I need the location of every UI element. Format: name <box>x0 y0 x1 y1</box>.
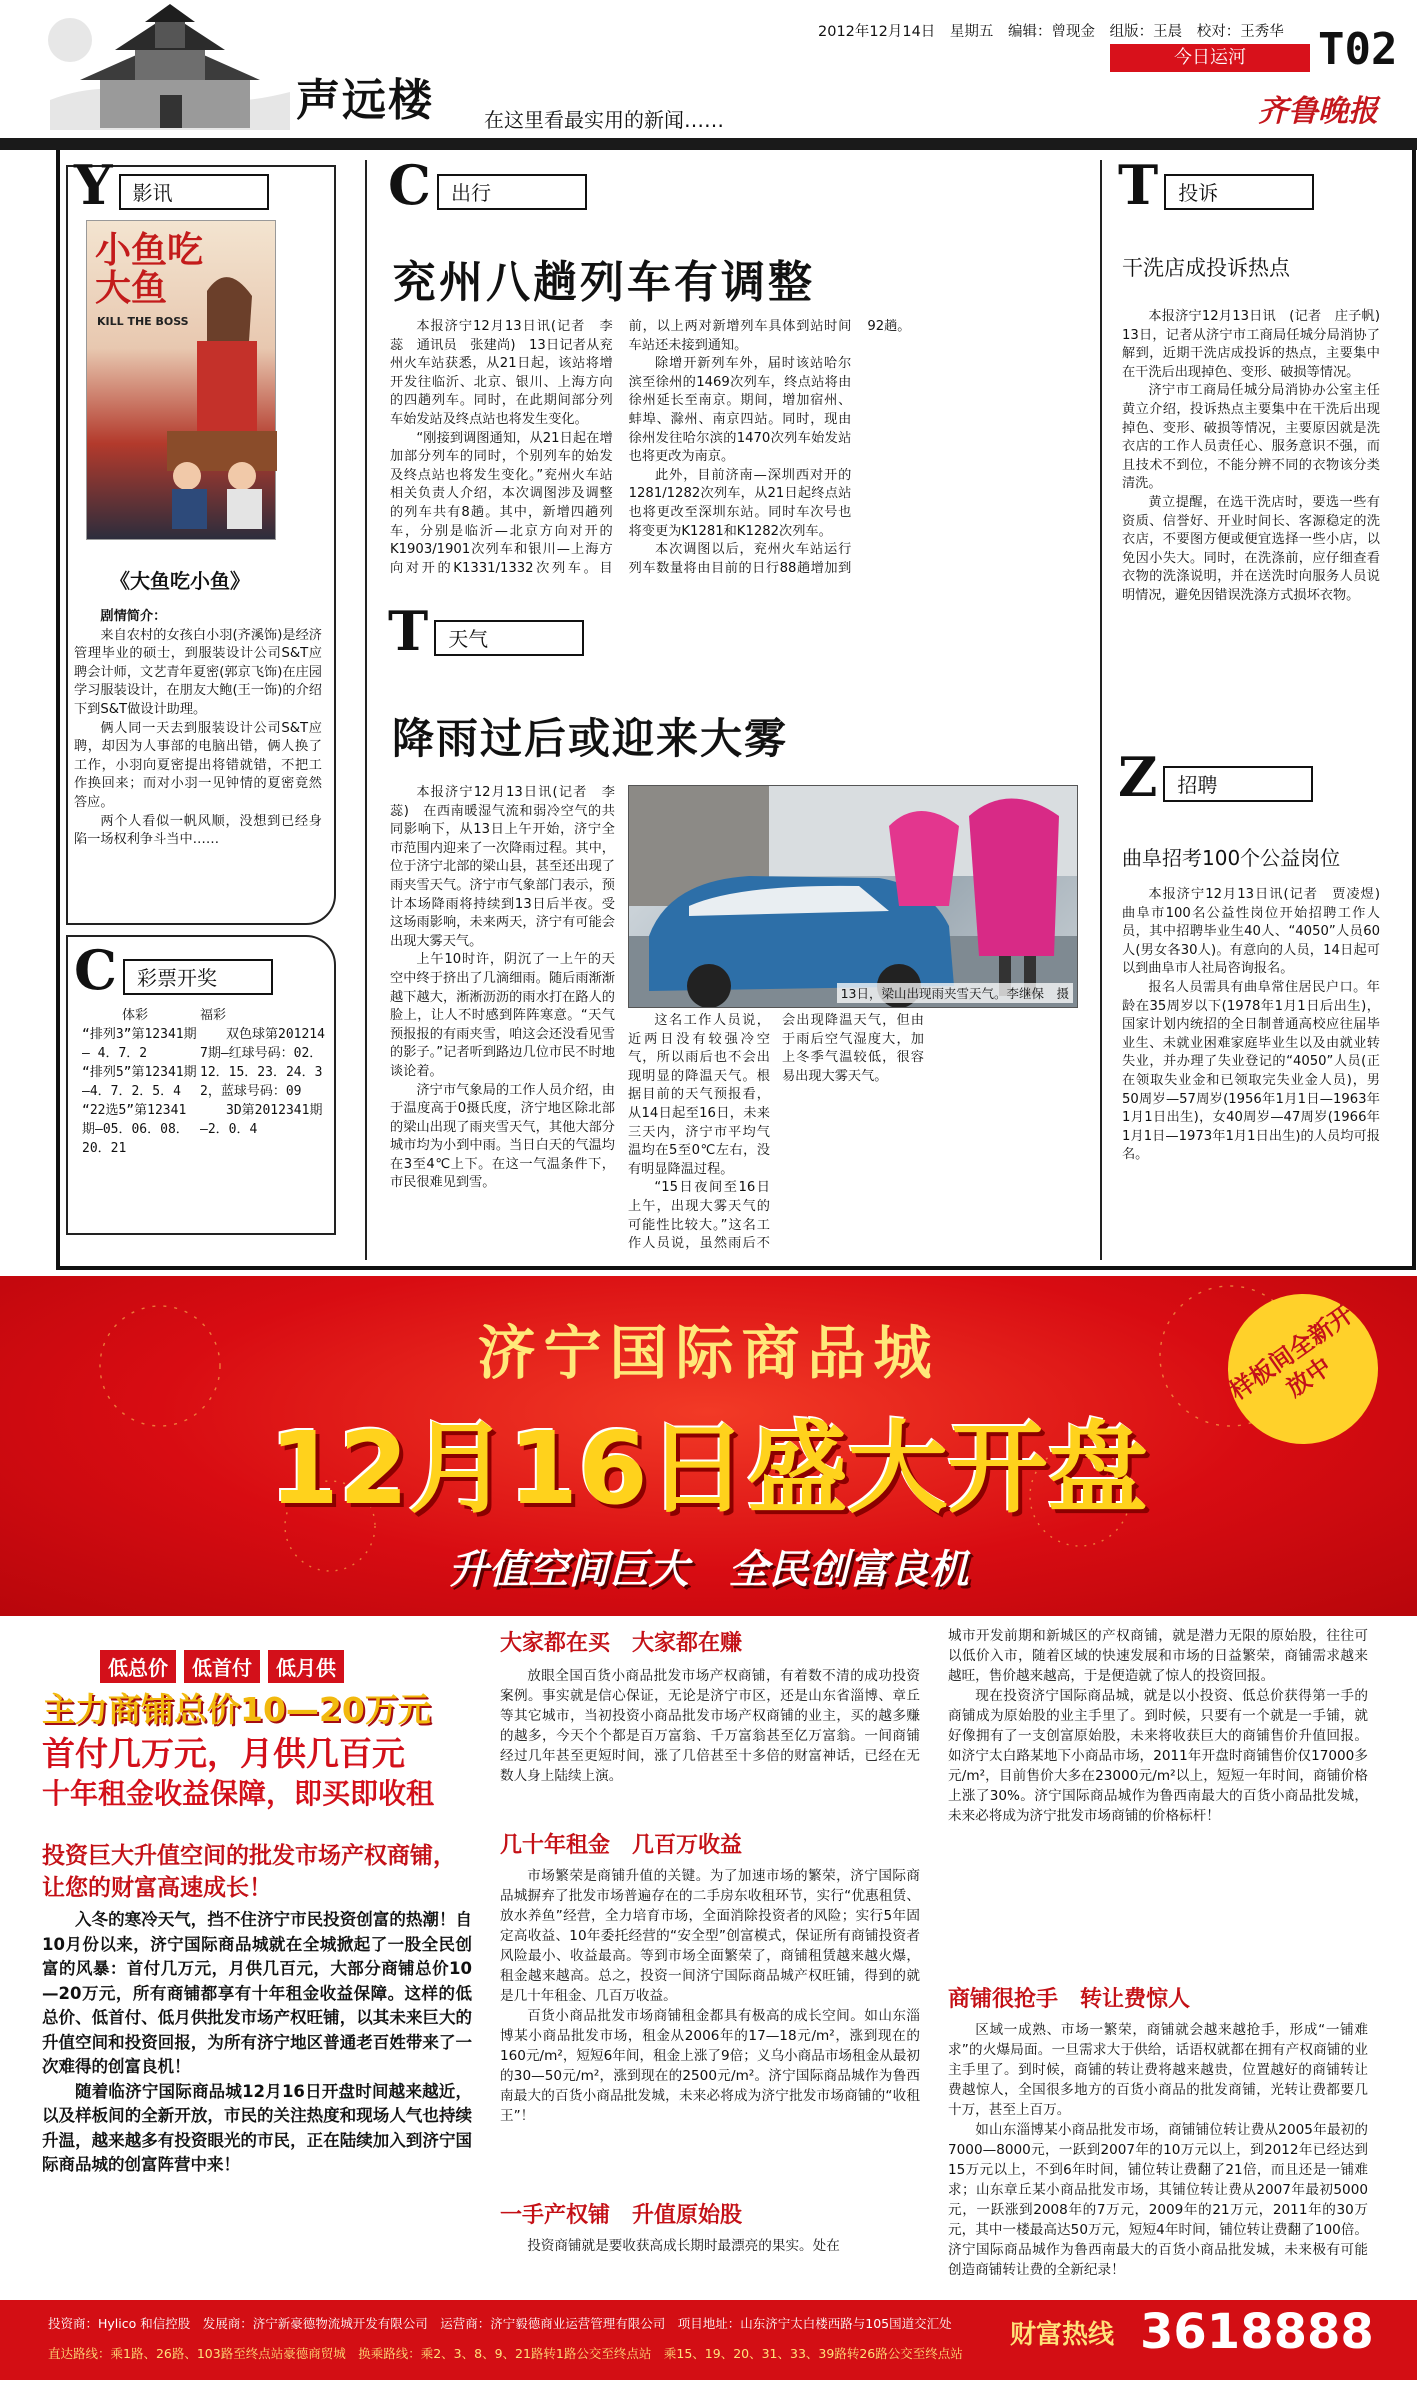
photo-caption: 13日，梁山出现雨夹雪天气。李继保 摄 <box>837 983 1073 1003</box>
hotline-number: 3618888 <box>1140 2304 1374 2360</box>
lottery-sports-head: 体彩 <box>122 1008 149 1023</box>
ad-title: 济宁国际商品城 <box>477 1319 940 1387</box>
ad-paragraph: 现在投资济宁国际商品城，就是以小投资、低总价获得第一手的商铺成为原始股的业主手里了。到时候，只要有一个就是一手铺，就好像拥有了一支创富原始股，未来将收获巨大的商铺售价升值回报。如济宁太白路某地下小商品市场，2011年开盘时商铺售价仅17000多元/m²，目前售价大多在23000元/m²以上，短短一年时间，商铺价格上涨了30%。济宁国际商品城作为鲁西南最大的百货小商品批发城，未来必将成为济宁批发市场商铺的价格标杆！ <box>948 1688 1368 1824</box>
meta-line <box>818 20 1294 41</box>
travel-section-letter: C <box>388 153 431 217</box>
ad-footer-info: 投资商：Hylico 和信控股 发展商：济宁新豪德物流城开发有限公司 运营商：济宁毅德商业运营管理有限公司 项目地址：山东济宁太白楼西路与105国道交汇处 <box>48 2316 952 2331</box>
weather-headline: 降雨过后或迎来大雾 <box>392 714 789 763</box>
weather-section-letter: T <box>388 599 429 663</box>
ad-promo-payment: 首付几万元，月供几百元 <box>42 1734 405 1773</box>
ad-tag: 低总价 <box>100 1650 176 1683</box>
ad-paragraph: 百货小商品批发市场商铺租金都具有极高的成长空间。如山东淄博某小商品批发市场，租金从2006年的17—18元/m²，涨到现在的160元/m²，短短6年间，租金上涨了9倍；义乌小商品市场租金从最初的30—50元/m²，涨到现在的2500元/m²。济宁国际商品城作为鲁西南最大的百货小商品批发城，未来必将成为济宁批发市场商铺的“收租王”！ <box>500 2008 920 2124</box>
ad-col3-body <box>948 1626 1368 1826</box>
column-rule <box>365 160 367 1260</box>
lottery-welfare-column <box>200 1006 325 1139</box>
ad-col3-body <box>948 2020 1368 2280</box>
complaint-paragraph: 黄立提醒，在选干洗店时，要选一些有资质、信誉好、开业时间长、客源稳定的洗衣店，不要图方便或便宜选择一些小店，以免因小失大。同时，在洗涤前，应仔细查看衣物的洗涤说明，并在送洗时向服务人员说明情况，避免因错误洗涤方式损坏衣物。 <box>1122 494 1380 603</box>
hotline-label: 财富热线 <box>1010 2320 1115 2350</box>
ad-tag: 低月供 <box>268 1650 344 1683</box>
ad-paragraph: 如山东淄博某小商品批发市场，商铺铺位转让费从2005年最初的7000—8000元，一跃到2007年的10万元以上，到2012年已经达到15万元以上，不到6年时间，铺位转让费翻了21倍，而且还是一铺难求；山东章丘某小商品批发市场，其铺位转让费从2007年最初5000元，一跃涨到2008年的7万元，2009年的21万元，2011年的30万元，其中一楼最高达50万元，短短4年时间，铺位转让费翻了100倍。济宁国际商品城作为鲁西南最大的百货小商品批发城，未来极有可能创造商铺转让费的全新纪录！ <box>948 2122 1368 2278</box>
travel-paragraph: 本报济宁12月13日讯(记者 李蕊 通讯员 张建尚) 13日记者从兖州火车站获悉，从21日起，该站将增开发往临沂、北京、银川、上海方向的四趟列车。同时，在此期间部分列车始发站及终点站也将发生变化。 <box>390 319 613 427</box>
weather-paragraph: 上午10时许，阴沉了一上午的天空中终于挤出了几滴细雨。随后雨渐渐越下越大，淅淅沥沥的雨水打在路人的脸上，让人不时感到阵阵寒意。“天气预报报的有雨夹雪，咱这会还没看见雪的影子。”记者听到路边几位市民不时地谈论着。 <box>390 952 615 1079</box>
travel-paragraph: 此外，目前济南—深圳西对开的1281/1282次列车，从21日起终点站也将更改至深圳东站。同时车次号也将变更为K1281和K1282次列车。 <box>628 467 852 539</box>
travel-body <box>390 318 1090 588</box>
travel-headline: 兖州八趟列车有调整 <box>392 257 815 308</box>
lottery-result: “22选5”第12341期—05．06．08．20．21 <box>82 1103 189 1156</box>
movie-title: 《大鱼吃小鱼》 <box>110 569 250 593</box>
weather-section-head <box>388 599 584 663</box>
ad-tag: 低首付 <box>184 1650 260 1683</box>
ad-paragraph: 市场繁荣是商铺升值的关键。为了加速市场的繁荣，济宁国际商品城摒弃了批发市场普遍存在的二手房东收租环节，实行“优惠租赁、放水养鱼”经营，全力培育市场，全面消除投资者的风险；实行5年固定高收益、10年委托经营的“安全型”创富模式，保证所有商铺投资者风险最小、收益最高。等到市场全面繁荣了，商铺租赁越来越火爆，租金越来越高。总之，投资一间济宁国际商品城产权旺铺，得到的就是几十年租金、几百万收益。 <box>500 1868 920 2004</box>
recruit-section-head <box>1118 745 1313 809</box>
ad-banner <box>0 1276 1417 1616</box>
column-rule <box>1100 160 1102 1260</box>
ad-paragraph: 投资商铺就是要收获高成长期时最漂亮的果实。处在 <box>527 2238 840 2254</box>
complaint-paragraph: 济宁市工商局任城分局消协办公室主任黄立介绍，投诉热点主要集中在干洗后出现掉色、变形、破损等情况，主要原因就是洗衣店的工作人员责任心、服务意识不强，而且技术不到位，不能分辨不同的衣物该分类清洗。 <box>1122 383 1380 492</box>
ad-col2-head: 一手产权铺 升值原始股 <box>500 2203 743 2228</box>
lottery-result: 双色球第2012147期—红球号码：02．12．15．23．24．32，蓝球号码：09 <box>200 1027 325 1099</box>
travel-paragraph: 本次调图以后，兖州火车站运行列车数量将由目前的日行88趟增加到92趟。 <box>628 319 911 576</box>
complaint-section-head <box>1118 153 1314 217</box>
ad-paragraph: 区域一成熟、市场一繁荣，商铺就会越来越抢手，形成“一铺难求”的火爆局面。一旦需求大于供给，话语权就都在拥有产权商铺的业主手里了。到时候，商铺的转让费将越来越贵，位置越好的商铺转让费越惊人，全国很多地方的百货小商品的批发商铺，光转让费都要几十万，甚至上百万。 <box>948 2022 1368 2118</box>
weather-section-label: 天气 <box>434 620 584 656</box>
showroom-badge: 样板间全新开放中 <box>1199 1265 1408 1474</box>
movie-poster <box>86 220 276 540</box>
weather-paragraph: “15日夜间至16日上午，出现大雾天气的可能性比较大。”这名工作人员说，虽然雨后不会出现降温天气，但由于雨后空气湿度大，加上冬季气温较低，很容易出现大雾天气。 <box>628 1013 924 1252</box>
ad-col2-body <box>500 1666 920 1786</box>
ad-footer <box>0 2300 1417 2380</box>
ad-slogan: 升值空间巨大 全民创富良机 <box>448 1547 969 1593</box>
lottery-sports-column <box>82 1006 197 1158</box>
complaint-paragraph: 本报济宁12月13日讯 (记者 庄子帆) 13日，记者从济宁市工商局任城分局消协了解到，近期干洗店成投诉的热点，主要集中在干洗后出现掉色、变形、破损等情况。 <box>1122 309 1394 380</box>
column-title: 声远楼 <box>296 75 434 126</box>
ad-lead-paragraph: 随着临济宁国际商品城12月16日开盘时间越来越近，以及样板间的全新开放，市民的关注热度和现场人气也持续升温，越来越多有投资眼光的市民，正在陆续加入到济宁国际商品城的创富阵营中来！ <box>42 2081 472 2174</box>
editor-credit: 编辑：曾现金 <box>1008 24 1096 40</box>
layout-credit: 组版：王晨 <box>1109 24 1183 40</box>
ad-body <box>0 1616 1417 2376</box>
ad-lead-body <box>42 1908 472 2178</box>
travel-section-label: 出行 <box>437 174 587 210</box>
lottery-result: 3D第2012341期—2．0．4 <box>200 1103 323 1137</box>
movie-paragraph: 俩人同一天去到服装设计公司S&T应聘，却因为人事部的电脑出错，俩人换了工作，小羽向夏密提出将错就错，不把工作换回来；而对小羽一见钟情的夏密竟然答应。 <box>74 720 322 810</box>
movie-intro <box>74 608 322 850</box>
paper-logo: 齐鲁晚报 <box>1258 94 1378 129</box>
weather-paragraph: 济宁市气象局的工作人员介绍，由于温度高于0摄氏度，济宁地区除北部的梁山出现了雨夹雪天气，其他大部分城市均为小到中雨。当日白天的气温均在3至4℃上下。在这一气温条件下，市民很难见到雪。 <box>390 1082 615 1191</box>
ad-col2-body <box>500 2236 920 2256</box>
weather-body-col1 <box>390 784 615 1258</box>
movie-paragraph: 两个人看似一帆风顺，没想到已经身陷一场权利争斗当中…… <box>74 813 322 848</box>
proof-credit: 校对：王秀华 <box>1196 24 1284 40</box>
weather-paragraph: 这名工作人员说，近两日没有较强冷空气，所以雨后也不会出现明显的降温天气。根据目前的天气预报看，从14日起至16日，未来三天内，济宁市平均气温均在5至0℃左右，没有明显降温过程。 <box>628 1013 770 1177</box>
ad-tags <box>100 1650 344 1683</box>
weather-paragraph: 本报济宁12月13日讯(记者 李蕊) 在西南暖湿气流和弱冷空气的共同影响下，从13日上午开始，济宁全市范围内迎来了一次降雨过程。其中，位于济宁北部的梁山县，甚至还出现了雨夹雪天气。济宁市气象部门表示，预计本场降雨将持续到13日后半夜。受这场雨影响，未来两天，济宁有可能会出现大雾天气。 <box>390 785 615 949</box>
top-rule <box>0 138 1417 150</box>
travel-paragraph: “刚接到调图通知，从21日起在增加部分列车的同时，个别列车的始发及终点站也将发生变化。”兖州火车站相关负责人介绍，本次调图涉及调整的列车共有8趟。其中，新增四趟列车，分别是临沂—北京方向对开的K1903/1901次列车和银川—上海方向对开的K1331/1332次列车。目前，以上两对新增列车具体到站时间车站还未接到通知。 <box>390 319 852 576</box>
movie-section-label: 影讯 <box>119 174 269 210</box>
recruit-body <box>1122 886 1394 1165</box>
tower-illustration-icon <box>40 0 300 130</box>
complaint-headline: 干洗店成投诉热点 <box>1122 256 1290 280</box>
lottery-result: “排列5”第12341期—4．7．2．5．4 <box>82 1065 197 1099</box>
ad-paragraph: 放眼全国百货小商品批发市场产权商铺，有着数不清的成功投资案例。事实就是信心保证，无论是济宁市区，还是山东省淄博、章丘等其它城市，当初投资小商品批发市场产权商铺的业主，买的越多赚的越多，今天个个都是百万富翁、千万富翁甚至亿万富翁。一间商铺经过几年甚至更短时间，涨了几倍甚至十多倍的财富神话，已经在无数人身上陆续上演。 <box>500 1668 920 1784</box>
travel-paragraph: 除增开新列车外，届时该站哈尔滨至徐州的1469次列车，终点站将由徐州延长至南京。期间，增加宿州、蚌埠、滁州、南京四站。同时，现由徐州发往哈尔滨的1470次列车始发站也将更改为南京。 <box>628 356 852 465</box>
movie-section-letter: Y <box>74 153 113 217</box>
travel-section-head <box>388 153 587 217</box>
rain-photo <box>628 785 1078 1008</box>
column-subtitle: 在这里看最实用的新闻…… <box>484 108 724 132</box>
ad-promo-price: 主力商铺总价10—20万元 <box>42 1690 431 1729</box>
weather-body-cont <box>628 1012 1078 1258</box>
lottery-section-letter: C <box>74 938 117 1002</box>
complaint-body <box>1122 308 1394 606</box>
rain-scene-icon <box>629 786 1078 1008</box>
masthead <box>0 0 1417 138</box>
recruit-headline: 曲阜招考100个公益岗位 <box>1122 846 1341 870</box>
movie-intro-label: 剧情简介： <box>100 609 167 624</box>
recruit-section-label: 招聘 <box>1163 766 1313 802</box>
poster-figures-icon <box>157 261 277 531</box>
lottery-section-head <box>74 938 273 1002</box>
recruit-paragraph: 报名人员需具有曲阜常住居民户口。年龄在35周岁以下(1978年1月1日后出生)，国家计划内统招的全日制普通高校应往届毕业生、未就业困难家庭毕业生以及由就业转失业，并办理了失业登记的“4050”人员(正在领取失业金和已领取完失业金人员)，男50周岁—57周岁(1956年1月1日—1963年1月1日出生)，女40周岁—47周岁(1966年1月1日—1973年1月1日出生)的人员均可报名。 <box>1122 979 1380 1163</box>
poster-title: 小鱼吃大鱼 <box>95 229 204 309</box>
ad-col2-head: 大家都在买 大家都在赚 <box>500 1631 743 1656</box>
issue-weekday: 星期五 <box>949 24 994 40</box>
complaint-section-label: 投诉 <box>1164 174 1314 210</box>
poster-subtitle: KILL THE BOSS <box>97 315 189 328</box>
recruit-paragraph: 本报济宁12月13日讯(记者 贾凌煜) 曲阜市100名公益性岗位开始招聘工作人员，其中招聘毕业生40人、“4050”人员60人(男女各30人)。有意向的人员，14日起可以到曲阜市人社局咨询报名。 <box>1122 887 1394 977</box>
ad-lead-head: 投资巨大升值空间的批发市场产权商铺，让您的财富高速成长！ <box>42 1843 456 1901</box>
page-number: T02 <box>1318 24 1398 75</box>
ad-footer-route: 直达路线：乘1路、26路、103路至终点站豪德商贸城 换乘路线：乘2、3、8、9、21路转1路公交至终点站 乘15、19、20、31、33、39路转26路公交至终点站 <box>48 2346 963 2361</box>
section-tag: 今日运河 <box>1110 44 1310 72</box>
complaint-section-letter: T <box>1118 153 1159 217</box>
movie-section-head <box>74 153 269 217</box>
ad-lead-paragraph: 入冬的寒冷天气，挡不住济宁市民投资创富的热潮！自10月份以来，济宁国际商品城就在全城掀起了一股全民创富的风暴：首付几万元，月供几百元，大部分商铺总价10—20万元，所有商铺都享有十年租金收益保障。这样的低总价、低首付、低月供批发市场产权旺铺，以其未来巨大的升值空间和投资回报，为所有济宁地区普通老百姓带来了一次难得的创富良机！ <box>42 1910 472 2076</box>
ad-col3-head: 商铺很抢手 转让费惊人 <box>948 1987 1191 2012</box>
lottery-section-label: 彩票开奖 <box>123 959 273 995</box>
movie-paragraph: 来自农村的女孩白小羽(齐溪饰)是经济管理毕业的硕士，到服装设计公司S&T应聘会计师，文艺青年夏密(郭京飞饰)在庄园学习服装设计，在朋友大鲍(王一饰)的介绍下到S&T做设计助理。 <box>74 627 322 717</box>
lottery-welfare-head: 福彩 <box>200 1008 227 1023</box>
ad-big-title: 12月16日盛大开盘 <box>269 1410 1148 1527</box>
ad-col2-body <box>500 1866 920 2126</box>
recruit-section-letter: Z <box>1118 745 1158 809</box>
lottery-result: “排列3”第12341期— 4．7．2 <box>82 1027 197 1061</box>
ad-promo-rent: 十年租金收益保障，即买即收租 <box>42 1777 435 1810</box>
issue-date: 2012年12月14日 <box>818 24 936 40</box>
ad-col2-head: 几十年租金 几百万收益 <box>500 1833 743 1858</box>
ad-paragraph: 城市开发前期和新城区的产权商铺，就是潜力无限的原始股，往往可以低价入市，随着区域的快速发展和市场的日益繁荣，商铺需求越来越旺，售价越来越高，于是便造就了惊人的投资回报。 <box>948 1628 1368 1684</box>
